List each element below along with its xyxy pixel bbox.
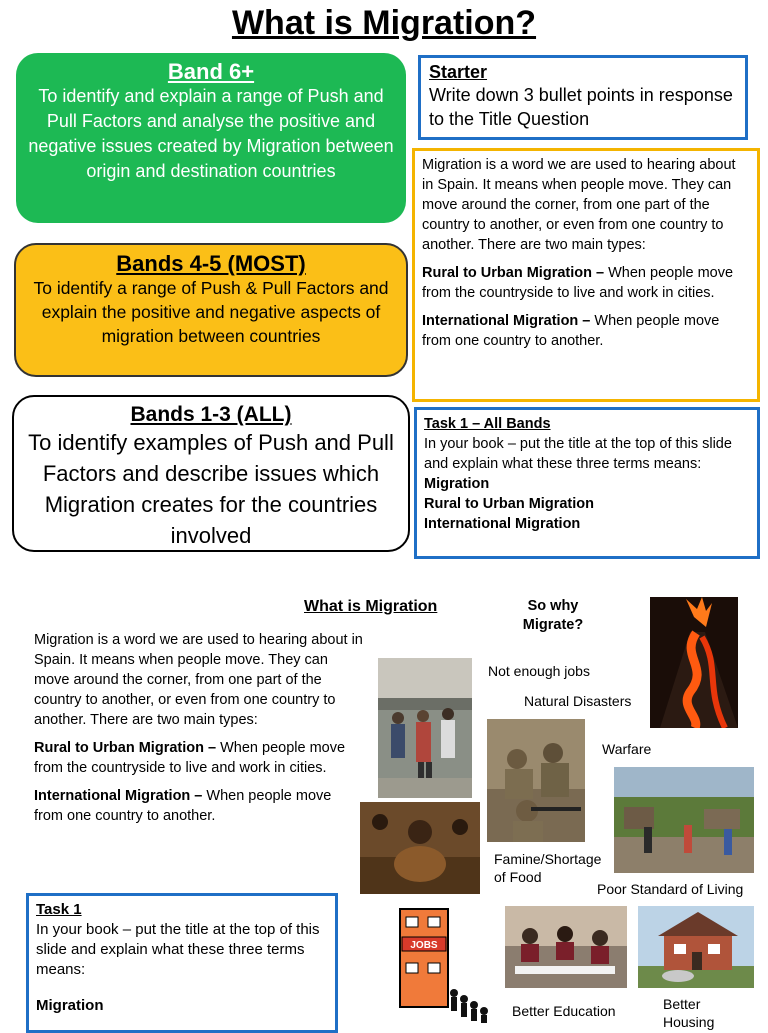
lower-task-term: Migration bbox=[36, 997, 104, 1014]
lower-info-intro: Migration is a word we are used to hearing about in Spain. It means when people move. They can move around the corner, from one part of the country to another, or even from one country to another. There are two main types: bbox=[34, 632, 363, 728]
jobs-sign-text: JOBS bbox=[410, 940, 438, 951]
lower-title: What is Migration bbox=[304, 598, 438, 615]
band-6-text: To identify and explain a range of Push and Pull Factors and analyse the positive and negative issues created by Migration between origin and destination countries bbox=[28, 86, 394, 182]
lower-info-international: International Migration – When people move from one country to another. bbox=[34, 788, 332, 824]
band-6-box bbox=[16, 53, 406, 223]
info-intro: Migration is a word we are used to hearing about in Spain. It means when people move. They can move around the corner, from one part of the country to another, or even from one country to another. There are two main types: bbox=[422, 157, 736, 253]
classroom-photo bbox=[505, 906, 627, 988]
soldiers-photo bbox=[487, 719, 585, 842]
band-1-3-text: To identify examples of Push and Pull Factors and describe issues which Migration creates for the countries involved bbox=[28, 430, 394, 549]
band-4-5-heading: Bands 4-5 (MOST) bbox=[116, 251, 306, 276]
volcano-photo bbox=[650, 597, 738, 728]
task-box bbox=[414, 407, 760, 559]
lower-task-text: In your book – put the title at the top of this slide and explain what these three terms means: bbox=[36, 921, 320, 978]
jobs-building-icon bbox=[392, 905, 492, 1023]
label-better-education: Better Education bbox=[512, 1003, 616, 1019]
band-4-5-text: To identify a range of Push & Pull Factors and explain the positive and negative aspects of migration between countries bbox=[33, 278, 389, 347]
starter-box bbox=[418, 55, 748, 140]
label-warfare: Warfare bbox=[602, 741, 652, 757]
band-6-heading: Band 6+ bbox=[167, 59, 255, 84]
band-1-3-box bbox=[12, 395, 410, 552]
lower-task-box bbox=[26, 893, 338, 1033]
market-photo bbox=[614, 767, 754, 873]
band-4-5-box bbox=[14, 243, 408, 377]
lower-task-heading: Task 1 bbox=[36, 901, 82, 918]
lower-info-rural: Rural to Urban Migration – When people move from the countryside to live and work in cities. bbox=[34, 740, 346, 776]
label-poor-standard: Poor Standard of Living bbox=[597, 881, 744, 897]
band-1-3-heading: Bands 1-3 (ALL) bbox=[130, 403, 292, 426]
task-term: International Migration bbox=[424, 516, 581, 532]
label-natural-disasters: Natural Disasters bbox=[524, 693, 632, 709]
label-not-enough-jobs: Not enough jobs bbox=[488, 663, 590, 679]
task-text: In your book – put the title at the top of this slide and explain what these three terms means: bbox=[424, 436, 732, 472]
info-international: International Migration – When people move from one country to another. bbox=[422, 313, 720, 349]
task-heading: Task 1 – All Bands bbox=[424, 416, 551, 432]
lower-info-text bbox=[34, 630, 364, 834]
migration-info-box bbox=[412, 148, 760, 402]
famine-photo bbox=[360, 802, 480, 894]
starter-heading: Starter bbox=[429, 62, 488, 82]
info-rural: Rural to Urban Migration – When people move from the countryside to live and work in cities. bbox=[422, 265, 734, 301]
label-famine: Famine/Shortage of Food bbox=[494, 851, 602, 885]
label-better-housing: Better Housing bbox=[663, 996, 715, 1030]
why-migrate-question: So why Migrate? bbox=[522, 598, 584, 633]
crowd-photo bbox=[378, 658, 472, 798]
house-photo bbox=[638, 906, 754, 988]
starter-text: Write down 3 bullet points in response to the Title Question bbox=[429, 85, 733, 129]
task-term: Migration bbox=[424, 476, 490, 492]
page-title: What is Migration? bbox=[231, 4, 537, 42]
task-term: Rural to Urban Migration bbox=[424, 496, 594, 512]
